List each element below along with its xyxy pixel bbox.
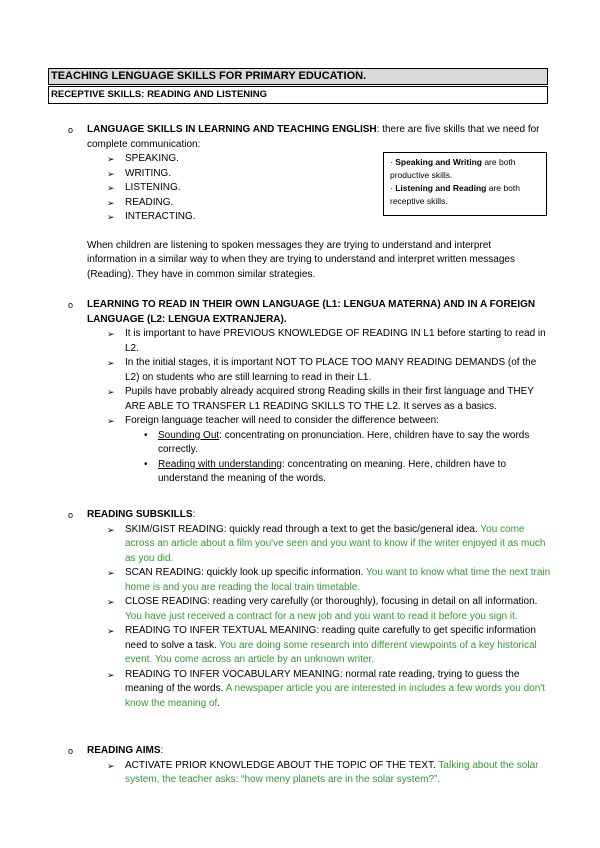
list-item: ➢ CLOSE READING: reading very carefully (or thoroughly), focusing in detail on all information. You have just received a contract for a new job and you want to read it before you sign it. xyxy=(107,596,538,622)
arrow-bullet-icon: ➢ xyxy=(107,524,115,535)
dot-bullet-icon: • xyxy=(144,458,148,470)
list-item: ➢ READING TO INFER TEXTUAL MEANING: reading quite carefully to get specific information need to solve a task. You are doing some research into different viewpoints of a key historical event. You come across an article by an unknown writer. xyxy=(107,625,537,665)
arrow-bullet-icon: ➢ xyxy=(107,197,115,208)
list-item: ➢ Foreign language teacher will need to consider the difference between: xyxy=(87,414,552,429)
list-item: ➢ INTERACTING. xyxy=(87,210,357,225)
section-heading: READING AIMS: xyxy=(87,745,164,756)
dot-bullet-icon: • xyxy=(144,429,148,441)
document-title: TEACHING LENGUAGE SKILLS FOR PRIMARY EDUCATION. xyxy=(48,68,548,85)
arrow-bullet-icon: ➢ xyxy=(107,387,115,397)
list-item: ➢ Pupils have probably already acquired strong Reading skills in their first language and THEY ARE ABLE TO TRANSFER L1 READING SKILLS TO THE L2. It serves as a basics. xyxy=(107,386,534,412)
arrow-bullet-icon: ➢ xyxy=(107,669,115,680)
section-language-skills xyxy=(68,123,546,282)
list-item: ➢ In the initial stages, it is important NOT TO PLACE TOO MANY READING DEMANDS (of the L2) on students who are still learning to read in their L1. xyxy=(107,357,537,383)
difference-list xyxy=(87,429,552,487)
circle-bullet-icon: o xyxy=(68,510,74,520)
arrow-bullet-icon: ➢ xyxy=(107,168,115,179)
reading-list xyxy=(87,327,552,429)
list-item: ➢ SCAN READING: quickly look up specific information. You want to know what time the next train home is and you are reading the local train timetable. xyxy=(107,567,551,593)
document-subtitle: RECEPTIVE SKILLS: READING AND LISTENING xyxy=(48,86,548,104)
section-reading-subskills xyxy=(68,508,551,711)
arrow-bullet-icon: ➢ xyxy=(107,760,115,771)
list-item: ➢ READING TO INFER VOCABULARY MEANING: normal rate reading, trying to guess the meaning of the words. A newspaper article you are interested in includes a few words you don't know the meaning of. xyxy=(107,668,545,709)
note-line-2: · Listening and Reading are both receptive skills. xyxy=(390,183,520,206)
section-heading: LEARNING TO READ IN THEIR OWN LANGUAGE (L1: LENGUA MATERNA) AND IN A FOREIGN LANGUAGE (L2: LENGUA EXTRANJERA). xyxy=(87,299,536,325)
list-item: ➢ SPEAKING. xyxy=(87,152,357,167)
skills-list xyxy=(87,152,357,225)
aims-list xyxy=(87,759,552,788)
circle-bullet-icon: o xyxy=(68,746,74,756)
section-heading: LANGUAGE SKILLS IN LEARNING AND TEACHING ENGLISH: there are five skills that we need for complete communication: xyxy=(87,124,540,150)
note-line-1: · Speaking and Writing are both productive skills. xyxy=(390,157,516,180)
circle-bullet-icon: o xyxy=(68,125,74,135)
arrow-bullet-icon: ➢ xyxy=(107,568,115,578)
arrow-bullet-icon: ➢ xyxy=(107,329,115,339)
arrow-bullet-icon: ➢ xyxy=(107,626,115,636)
section-heading: READING SUBSKILLS: xyxy=(87,509,196,520)
arrow-bullet-icon: ➢ xyxy=(107,597,115,607)
arrow-bullet-icon: ➢ xyxy=(107,358,115,368)
circle-bullet-icon: o xyxy=(68,300,74,310)
arrow-bullet-icon: ➢ xyxy=(107,212,115,222)
list-item: • Reading with understanding: concentrating on meaning. Here, children have to understand the meaning of the words. xyxy=(144,458,507,484)
list-item: • Sounding Out: concentrating on pronunciation. Here, children have to say the words correctly. xyxy=(144,429,530,455)
arrow-bullet-icon: ➢ xyxy=(107,154,115,164)
list-item: ➢ SKIM/GIST READING: quickly read through a text to get the basic/general idea. You come across an article about a film you've seen and you want to know if the writer enjoyed it as much as you did. xyxy=(107,523,546,564)
list-item: ➢ It is important to have PREVIOUS KNOWLEDGE OF READING IN L1 before starting to read in L2. xyxy=(107,328,546,354)
section-reading-aims xyxy=(68,744,546,788)
list-item: ➢ LISTENING. xyxy=(87,181,357,196)
list-item: ➢ ACTIVATE PRIOR KNOWLEDGE ABOUT THE TOPIC OF THE TEXT. Talking about the solar system, the teacher asks: “how meny planets are in the solar system?”. xyxy=(107,759,539,785)
section-learning-to-read xyxy=(68,298,546,487)
list-item: ➢ WRITING. xyxy=(87,167,357,182)
arrow-bullet-icon: ➢ xyxy=(107,183,115,193)
section-paragraph: When children are listening to spoken messages they are trying to understand and interpret information in a similar way to when they are trying to understand and interpret written messages (Reading). They have in common similar strategies. xyxy=(87,239,515,280)
arrow-bullet-icon: ➢ xyxy=(107,416,115,426)
subskills-list xyxy=(87,523,552,712)
list-item: ➢ READING. xyxy=(87,196,357,211)
